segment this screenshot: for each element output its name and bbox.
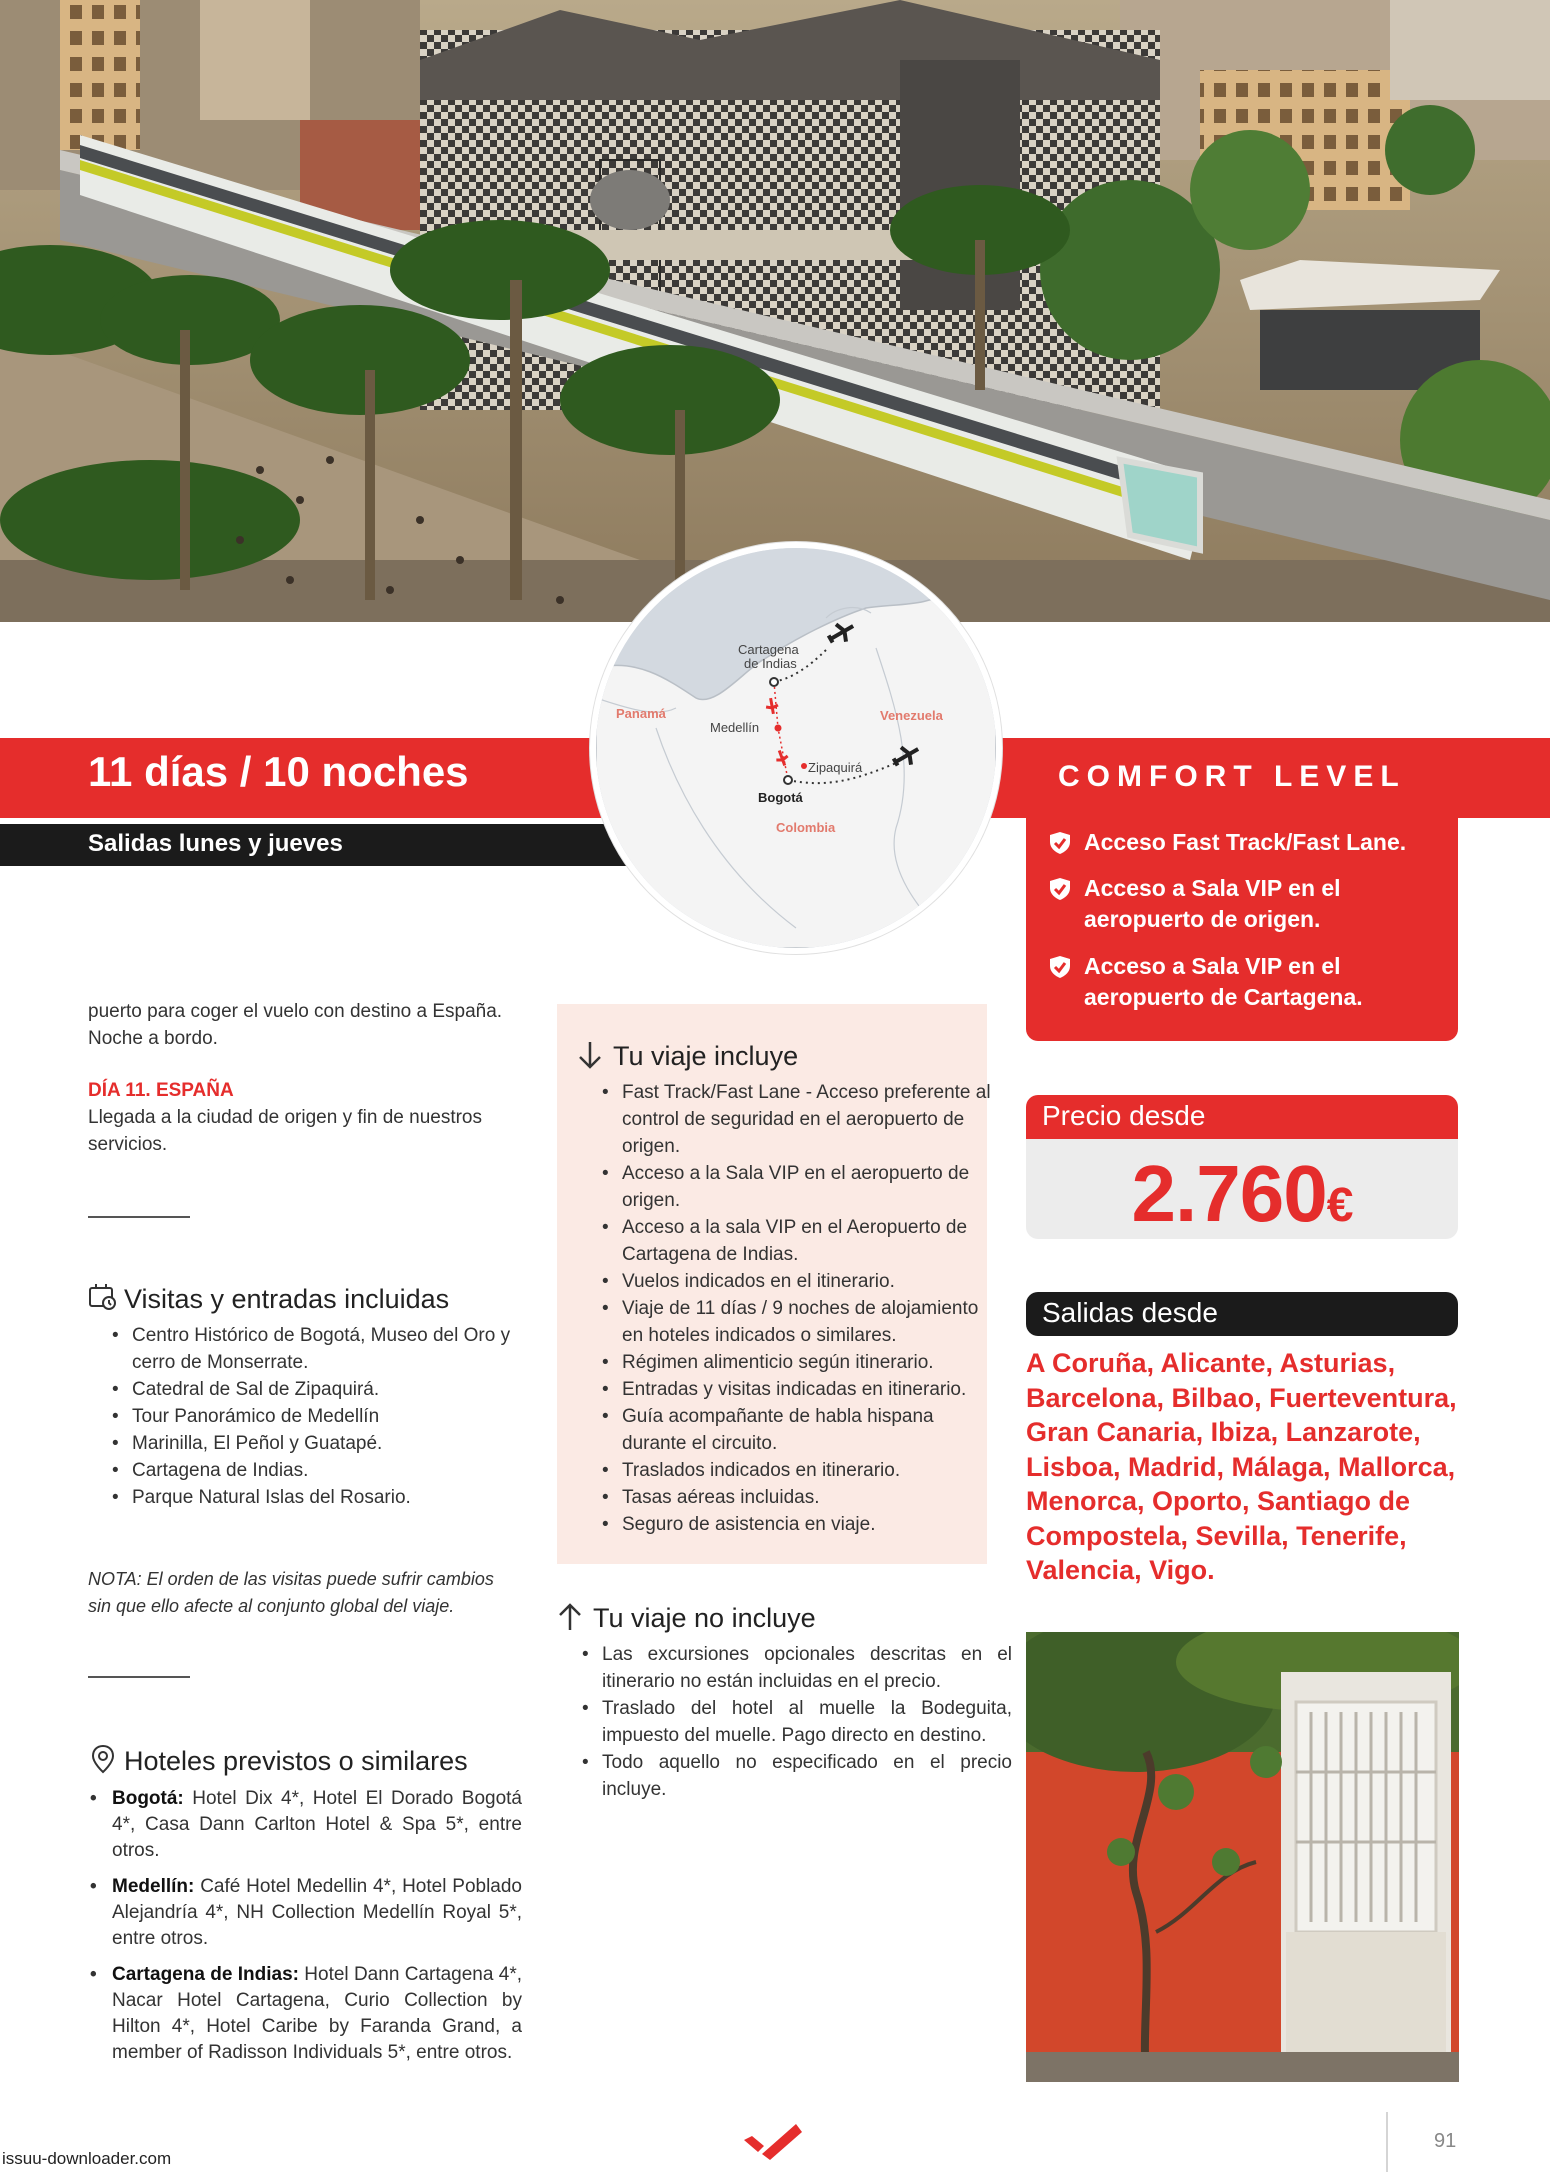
list-item: • Las excursiones opcionales descritas en el itinerario no están incluidas en el precio. xyxy=(602,1641,1012,1695)
check-shield-icon xyxy=(1048,831,1072,855)
watermark: issuu-downloader.com xyxy=(2,2149,172,2168)
list-item: • Tasas aéreas incluidas. xyxy=(622,1484,992,1511)
departures-label: Salidas desde xyxy=(1042,1297,1218,1328)
hotel-city: Medellín: xyxy=(112,1876,195,1897)
itinerary-continuation xyxy=(88,998,528,1052)
note-text: sin que ello afecte al conjunto global del viaje. xyxy=(88,1596,455,1616)
comfort-item xyxy=(1048,951,1480,1013)
comfort-item-text: Acceso a Sala VIP en el xyxy=(1084,953,1341,979)
section-divider xyxy=(88,1216,190,1218)
map-label-bogota: Bogotá xyxy=(758,790,803,805)
map-label-medellin: Medellín xyxy=(710,720,760,735)
list-item: • Parque Natural Islas del Rosario. xyxy=(132,1484,548,1511)
comfort-level-box xyxy=(1026,815,1458,1041)
comfort-item xyxy=(1048,873,1480,935)
comfort-level-title: COMFORT LEVEL xyxy=(1058,760,1406,793)
check-shield-icon xyxy=(1048,877,1072,901)
footer-divider xyxy=(1386,2112,1388,2172)
excludes-title: Tu viaje no incluye xyxy=(593,1603,816,1633)
price-currency: € xyxy=(1326,1179,1353,1232)
itinerary-text: Noche a bordo. xyxy=(88,1028,218,1049)
hero-photo-medellin-metro xyxy=(0,0,1550,622)
page-number: 91 xyxy=(1434,2130,1457,2152)
route-map xyxy=(590,542,1002,954)
hotels-section-title xyxy=(88,1744,468,1777)
comfort-item-text: Acceso a Sala VIP en el xyxy=(1084,875,1341,901)
hotel-item xyxy=(112,1786,522,1864)
hotel-item xyxy=(112,1874,522,1952)
ticket-icon xyxy=(88,1282,118,1312)
excludes-section-title xyxy=(557,1602,816,1634)
check-shield-icon xyxy=(1048,955,1072,979)
includes-list xyxy=(600,1079,992,1538)
hotel-item xyxy=(112,1962,522,2066)
list-item: • Marinilla, El Peñol y Guatapé. xyxy=(132,1430,548,1457)
visits-title: Visitas y entradas incluidas xyxy=(124,1284,450,1314)
list-item: • Guía acompañante de habla hispana durante el circuito. xyxy=(622,1403,992,1457)
list-item: • Centro Histórico de Bogotá, Museo del Oro y cerro de Monserrate. xyxy=(132,1322,548,1376)
map-label-cartagena: de Indias xyxy=(744,656,797,671)
includes-section-title xyxy=(577,1040,798,1072)
map-label-cartagena: Cartagena xyxy=(738,642,799,657)
map-label-venezuela: Venezuela xyxy=(880,708,943,723)
list-item: • Traslado del hotel al muelle la Bodeguita, impuesto del muelle. Pago directo en destino. xyxy=(602,1695,1012,1749)
visits-note xyxy=(88,1566,538,1620)
list-item: • Seguro de asistencia en viaje. xyxy=(622,1511,992,1538)
departure-cities: A Coruña, Alicante, Asturias, Barcelona, Bilbao, Fuerteventura, Gran Canaria, Ibiza, Lanzarote, Lisboa, Madrid, Málaga, Mallorca, Menorca, Oporto, Santiago de Compostela, Sevilla, Tenerife, Valencia, Vigo. xyxy=(1026,1348,1457,1585)
map-pin-icon xyxy=(88,1744,118,1774)
map-label-zipaquira: Zipaquirá xyxy=(808,760,863,775)
list-item: • Fast Track/Fast Lane - Acceso preferente al control de seguridad en el aeropuerto de origen. xyxy=(622,1079,992,1160)
list-item: • Vuelos indicados en el itinerario. xyxy=(622,1268,992,1295)
comfort-item-text: Acceso Fast Track/Fast Lane. xyxy=(1084,829,1407,855)
map-label-colombia: Colombia xyxy=(776,820,836,835)
price-amount: 2.760 xyxy=(1131,1149,1327,1238)
visits-section-title xyxy=(88,1282,449,1315)
brand-logo-icon xyxy=(740,2118,806,2162)
hotel-city: Bogotá: xyxy=(112,1788,184,1809)
comfort-item-text: aeropuerto de Cartagena. xyxy=(1084,984,1363,1010)
list-item: • Entradas y visitas indicadas en itinerario. xyxy=(622,1376,992,1403)
day-11-description xyxy=(88,1104,528,1158)
map-label-panama: Panamá xyxy=(616,706,666,721)
list-item: • Viaje de 11 días / 9 noches de alojamiento en hoteles indicados o similares. xyxy=(622,1295,992,1349)
list-item: • Régimen alimenticio según itinerario. xyxy=(622,1349,992,1376)
colonial-door-photo xyxy=(1026,1632,1459,2082)
note-text: NOTA: El orden de las visitas puede sufrir cambios xyxy=(88,1569,494,1589)
excludes-list xyxy=(580,1641,1012,1803)
itinerary-text: puerto para coger el vuelo con destino a España. xyxy=(88,1001,503,1022)
hotel-list-text: Hotel Dix 4*, Hotel El Dorado Bogotá 4*, Casa Dann Carlton Hotel & Spa 5*, entre otros. xyxy=(112,1788,522,1861)
itinerary-text: Llegada a la ciudad de origen y fin de nuestros xyxy=(88,1107,482,1128)
list-item: • Catedral de Sal de Zipaquirá. xyxy=(132,1376,548,1403)
hotels-title: Hoteles previstos o similares xyxy=(124,1746,468,1776)
comfort-item-text: aeropuerto de origen. xyxy=(1084,906,1321,932)
list-item: • Todo aquello no especificado en el precio incluye. xyxy=(602,1749,1012,1803)
hotel-city: Cartagena de Indias: xyxy=(112,1964,299,1985)
price-value xyxy=(1026,1148,1458,1240)
itinerary-text: servicios. xyxy=(88,1134,168,1155)
comfort-item xyxy=(1048,827,1480,858)
list-item: • Traslados indicados en itinerario. xyxy=(622,1457,992,1484)
includes-title: Tu viaje incluye xyxy=(613,1041,799,1071)
arrow-up-icon xyxy=(557,1602,583,1632)
trip-duration: 11 días / 10 noches xyxy=(88,748,469,795)
hotel-list-text: Hotel Dann Cartagena 4*, Nacar Hotel Cartagena, Curio Collection by Hilton 4*, Hotel Caribe by Faranda Grand, a member of Radisson Individuals 5*, entre otros. xyxy=(112,1964,522,2063)
day-11-title: DÍA 11. ESPAÑA xyxy=(88,1080,234,1101)
hotel-list-text: Café Hotel Medellin 4*, Hotel Poblado Alejandría 4*, NH Collection Medellín Royal 5*, entre otros. xyxy=(112,1876,522,1949)
list-item: • Acceso a la sala VIP en el Aeropuerto de Cartagena de Indias. xyxy=(622,1214,992,1268)
section-divider xyxy=(88,1676,190,1678)
route-map-graphic xyxy=(596,548,996,948)
list-item: • Cartagena de Indias. xyxy=(132,1457,548,1484)
visits-list xyxy=(110,1322,548,1511)
departure-days: Salidas lunes y jueves xyxy=(88,830,343,857)
arrow-down-icon xyxy=(577,1040,603,1070)
list-item: • Acceso a la Sala VIP en el aeropuerto de origen. xyxy=(622,1160,992,1214)
price-label: Precio desde xyxy=(1042,1100,1206,1131)
list-item: • Tour Panorámico de Medellín xyxy=(132,1403,548,1430)
